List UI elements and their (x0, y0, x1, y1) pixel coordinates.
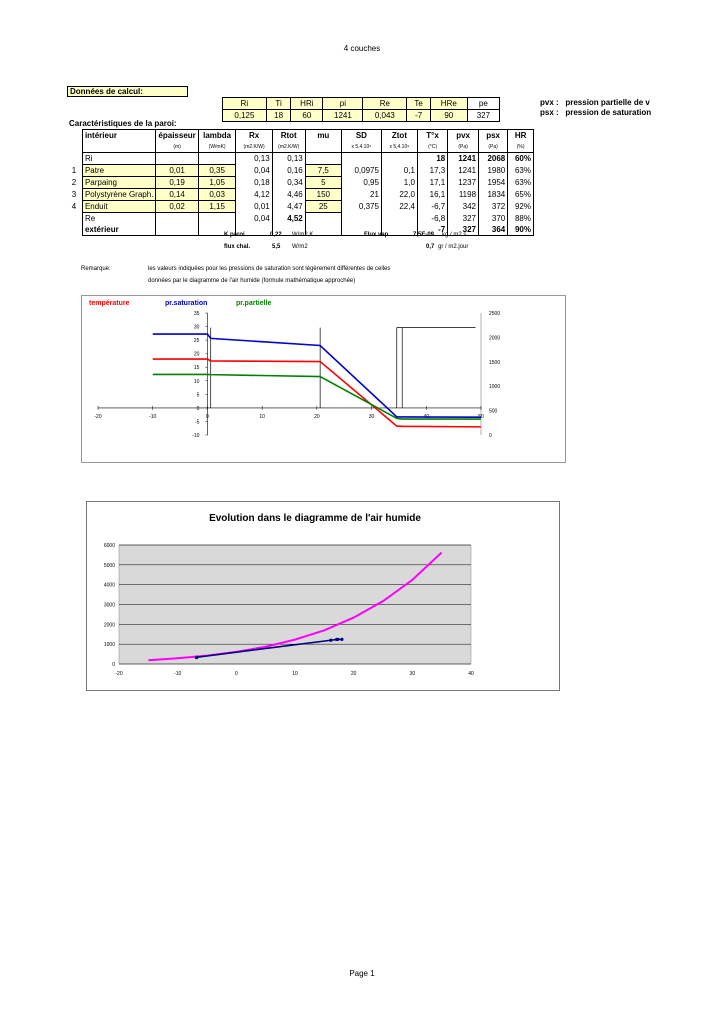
remark-label: Remarque: (81, 266, 111, 272)
chart1-yl-tick-label: 25 (193, 338, 200, 345)
paroi-cell-ep (156, 153, 198, 165)
paroi-cell-ztot (381, 213, 417, 225)
chart2-y-tick-label: 0 (112, 662, 115, 668)
kparoi-unit: W/m2.K (292, 232, 314, 238)
chart2-title: Evolution dans le diagramme de l'air humide (209, 513, 421, 524)
paroi-cell-mu: 25 (305, 201, 341, 213)
paroi-cell-psx: 372 (479, 201, 508, 213)
paroi-header-8: T°x (417, 130, 447, 142)
paroi-header-2: lambda (198, 130, 236, 142)
paroi-cell-name: Re (82, 213, 155, 225)
chart2-point (340, 638, 343, 641)
chart1-yl-tick-label: -5 (194, 419, 200, 426)
paroi-cell-ztot: 0,1 (381, 165, 417, 177)
paroi-header-6: SD (341, 130, 381, 142)
paroi-unit-9: (Pa) (448, 141, 479, 153)
paroi-cell-sd (341, 213, 381, 225)
paroi-header-4: Rtot (272, 130, 305, 142)
paroi-cell-mu (305, 153, 341, 165)
paroi-row (66, 177, 534, 189)
paroi-cell-tx: 17,1 (417, 177, 447, 189)
chart2-y-tick-label: 1000 (103, 642, 115, 649)
calc-header-1: Ti (266, 98, 290, 110)
paroi-cell-psx: 2068 (479, 153, 508, 165)
paroi-unit-7: x 5,4.10⁹ (381, 141, 417, 153)
paroi-row (66, 213, 534, 225)
paroi-cell-rx: 0,04 (236, 165, 272, 177)
fluxchal-unit: W/m2 (292, 244, 308, 250)
fluxvap-unit2: gr / m2.jour (438, 244, 469, 250)
chart2-y-tick-label: 6000 (103, 543, 115, 549)
chart2-x-tick-label: 40 (468, 671, 474, 677)
chart2-y-tick-label: 5000 (103, 562, 115, 569)
remark-line1: les valeurs indiquées pour les pressions de saturation sont légèrement différentes de celles (148, 266, 391, 272)
paroi-cell-rx: 0,01 (236, 201, 272, 213)
paroi-header-0: intérieur (82, 130, 155, 142)
paroi-cell-lam: 1,15 (198, 201, 236, 213)
page-footer: Page 1 (349, 969, 375, 978)
paroi-cell-psx: 370 (479, 213, 508, 225)
paroi-cell-sd: 0,95 (341, 177, 381, 189)
chart1-legend-0: température (89, 300, 130, 307)
fluxvap-unit: kg / m2.s (442, 232, 467, 238)
calc-value-6: 90 (430, 110, 467, 122)
paroi-unit-11: (%) (508, 141, 534, 153)
paroi-cell-hr: 63% (508, 177, 534, 189)
chart1-yr-tick-label: 1000 (489, 384, 501, 391)
paroi-cell-ep: 0,01 (156, 165, 198, 177)
fluxchal-value: 5,5 (272, 244, 281, 250)
legend-pvx: pvx : pression partielle de v (540, 98, 650, 107)
paroi-cell-pvx: 1198 (448, 189, 479, 201)
kparoi-label: K paroi (224, 232, 245, 238)
calc-value-4: 0,043 (363, 110, 407, 122)
paroi-unit-5 (305, 141, 341, 153)
paroi-cell-pvx: 327 (448, 213, 479, 225)
chart1-x-tick-label: 0 (206, 413, 209, 420)
chart1-legend-1: pr.saturation (165, 300, 208, 307)
chart1-x-tick-label: 20 (314, 413, 320, 420)
paroi-cell-ep (156, 224, 198, 236)
paroi-cell-tx: 18 (417, 153, 447, 165)
calc-value-0: 0,125 (223, 110, 267, 122)
legend-psx: psx : pression de saturation (540, 108, 652, 117)
paroi-title: Caractéristiques de la paroi: (69, 119, 177, 128)
paroi-cell-rtot: 0,34 (272, 177, 305, 189)
paroi-cell-sd (341, 153, 381, 165)
paroi-cell-hr: 88% (508, 213, 534, 225)
paroi-cell-mu (305, 213, 341, 225)
paroi-table (66, 129, 534, 236)
calc-header-7: pe (467, 98, 499, 110)
calc-value-2: 60 (291, 110, 323, 122)
profile-chart (81, 295, 566, 463)
paroi-cell-rx: 4,12 (236, 189, 272, 201)
paroi-cell-sd: 21 (341, 189, 381, 201)
calc-header-0: Ri (223, 98, 267, 110)
chart1-x-tick-label: 30 (368, 413, 375, 420)
paroi-cell-lam: 0,35 (198, 165, 236, 177)
paroi-row (66, 165, 534, 177)
calc-value-3: 1241 (323, 110, 363, 122)
paroi-cell-psx: 364 (479, 224, 508, 236)
paroi-cell-tx: -6,8 (417, 213, 447, 225)
paroi-cell-pvx: 342 (448, 201, 479, 213)
chart1-yl-tick-label: 5 (196, 392, 200, 399)
paroi-row-num: 1 (71, 166, 77, 175)
calc-value-5: -7 (407, 110, 431, 122)
chart1-yl-tick-label: 20 (193, 351, 200, 358)
chart1-yl-tick-label: 0 (196, 405, 200, 412)
paroi-cell-lam: 1,05 (198, 177, 236, 189)
paroi-cell-rtot: 0,13 (272, 153, 305, 165)
calc-header-4: Re (363, 98, 407, 110)
paroi-cell-pvx: 327 (448, 224, 479, 236)
paroi-cell-pvx: 1241 (448, 165, 479, 177)
paroi-header-5: mu (305, 130, 341, 142)
paroi-row-num (66, 224, 82, 236)
paroi-cell-sd: 0,375 (341, 201, 381, 213)
paroi-cell-ep (156, 213, 198, 225)
calc-value-1: 18 (266, 110, 290, 122)
calc-value-7: 327 (467, 110, 499, 122)
paroi-unit-4: (m2.K/W) (272, 141, 305, 153)
paroi-row (66, 201, 534, 213)
paroi-cell-ztot: 22,4 (381, 201, 417, 213)
paroi-cell-ztot (381, 153, 417, 165)
chart1-yr-tick-label: 2000 (489, 335, 501, 342)
chart1-yl-tick-label: 15 (193, 365, 200, 372)
calc-title: Données de calcul: (67, 86, 188, 97)
paroi-cell-lam: 0,03 (198, 189, 236, 201)
remark-line2: données par le diagramme de l'air humide (formule mathématique approchée) (148, 278, 356, 284)
fluxchal-label: flux chal. (224, 244, 251, 250)
paroi-cell-tx: 17,3 (417, 165, 447, 177)
fluxvap-value: 7,5E-09 (413, 232, 435, 238)
paroi-cell-name: Parpaing (82, 177, 155, 189)
chart2-point (329, 639, 332, 642)
fluxvap-value2: 0,7 (426, 244, 435, 250)
paroi-cell-lam (198, 153, 236, 165)
paroi-cell-pvx: 1237 (448, 177, 479, 189)
paroi-cell-ep: 0,02 (156, 201, 198, 213)
chart1-yr-tick-label: 2500 (489, 311, 501, 317)
paroi-header-9: pvx (448, 130, 479, 142)
paroi-row (66, 153, 534, 165)
paroi-cell-tx: -7 (417, 224, 447, 236)
chart1-x-tick-label: 10 (259, 413, 265, 420)
paroi-cell-rx: 0,04 (236, 213, 272, 225)
paroi-header-3: Rx (236, 130, 272, 142)
paroi-cell-name: Polystyrène Graph. (82, 189, 155, 201)
paroi-cell-sd: 0,0975 (341, 165, 381, 177)
paroi-unit-10: (Pa) (479, 141, 508, 153)
chart1-yr-tick-label: 1500 (489, 359, 501, 366)
chart2-point (336, 638, 339, 641)
paroi-cell-rx: 0,13 (236, 153, 272, 165)
paroi-cell-ep: 0,19 (156, 177, 198, 189)
page-title: 4 couches (343, 44, 381, 53)
paroi-cell-hr: 90% (508, 224, 534, 236)
paroi-row (66, 189, 534, 201)
chart1-yl-tick-label: -10 (192, 433, 200, 439)
paroi-cell-tx: 16,1 (417, 189, 447, 201)
chart2-x-tick-label: 10 (292, 671, 298, 677)
chart2-x-tick-label: 30 (409, 671, 416, 677)
chart2-x-tick-label: 20 (350, 671, 357, 677)
calc-header-3: pi (323, 98, 363, 110)
chart1-yr-tick-label: 0 (489, 433, 492, 439)
paroi-cell-pvx: 1241 (448, 153, 479, 165)
paroi-row-num: 4 (71, 202, 77, 211)
paroi-cell-hr: 63% (508, 165, 534, 177)
paroi-cell-name: Enduit (82, 201, 155, 213)
paroi-cell-hr: 60% (508, 153, 534, 165)
paroi-cell-psx: 1954 (479, 177, 508, 189)
chart1-legend-2: pr.partielle (236, 300, 272, 307)
chart2-y-tick-label: 4000 (103, 582, 115, 589)
paroi-row-num (66, 213, 82, 225)
paroi-cell-mu: 5 (305, 177, 341, 189)
paroi-cell-lam (198, 213, 236, 225)
paroi-cell-hr: 92% (508, 201, 534, 213)
chart2-x-tick-label: -20 (115, 671, 123, 677)
paroi-cell-mu: 7,5 (305, 165, 341, 177)
chart1-yl-tick-label: 10 (193, 378, 200, 385)
paroi-unit-8: (°C) (417, 141, 447, 153)
paroi-cell-rtot: 4,46 (272, 189, 305, 201)
paroi-cell-rtot: 0,16 (272, 165, 305, 177)
chart2-x-tick-label: 0 (234, 671, 238, 677)
paroi-cell-ep: 0,14 (156, 189, 198, 201)
air-humide-chart (86, 501, 560, 691)
paroi-cell-psx: 1834 (479, 189, 508, 201)
chart2-y-tick-label: 3000 (103, 602, 115, 609)
paroi-cell-ztot: 1,0 (381, 177, 417, 189)
chart1-x-tick-label: -10 (149, 413, 157, 420)
paroi-unit-3: (m2.K/W) (236, 141, 272, 153)
paroi-row-num: 2 (71, 178, 77, 187)
paroi-cell-rtot: 4,52 (272, 213, 305, 225)
paroi-row-num (66, 153, 82, 165)
chart2-point (195, 656, 198, 659)
chart1-x-tick-label: 50 (478, 413, 484, 420)
paroi-cell-name: Ri (82, 153, 155, 165)
paroi-header-11: HR (508, 130, 534, 142)
chart1-x-tick-label: 40 (423, 413, 430, 420)
paroi-cell-psx: 1980 (479, 165, 508, 177)
paroi-cell-rx: 0,18 (236, 177, 272, 189)
calc-table (222, 97, 500, 122)
calc-header-6: HRe (430, 98, 467, 110)
kparoi-value: 0,22 (270, 232, 282, 238)
fluxvap-label: Flux vap. (364, 232, 391, 238)
paroi-cell-ztot: 22,0 (381, 189, 417, 201)
chart1-yl-tick-label: 35 (193, 311, 200, 317)
paroi-unit-1: (m) (156, 141, 198, 153)
paroi-row-num: 3 (71, 190, 77, 199)
calc-header-5: Te (407, 98, 431, 110)
chart2-y-tick-label: 2000 (103, 622, 115, 629)
chart1-yr-tick-label: 500 (489, 408, 498, 415)
paroi-header-1: épaisseur (156, 130, 198, 142)
paroi-cell-name: extérieur (82, 224, 155, 236)
chart2-x-tick-label: -10 (174, 671, 182, 677)
paroi-unit-2: (W/mK) (198, 141, 236, 153)
paroi-cell-rtot: 4,47 (272, 201, 305, 213)
chart1-yl-tick-label: 30 (193, 324, 200, 331)
paroi-cell-mu: 150 (305, 189, 341, 201)
paroi-header-7: Ztot (381, 130, 417, 142)
calc-header-2: HRi (291, 98, 323, 110)
paroi-cell-tx: -6,7 (417, 201, 447, 213)
paroi-cell-name: Patre (82, 165, 155, 177)
paroi-unit-6: x 5,4.10⁹ (341, 141, 381, 153)
paroi-unit-0 (82, 141, 155, 153)
paroi-header-10: psx (479, 130, 508, 142)
paroi-cell-hr: 65% (508, 189, 534, 201)
chart1-x-tick-label: -20 (94, 413, 102, 420)
